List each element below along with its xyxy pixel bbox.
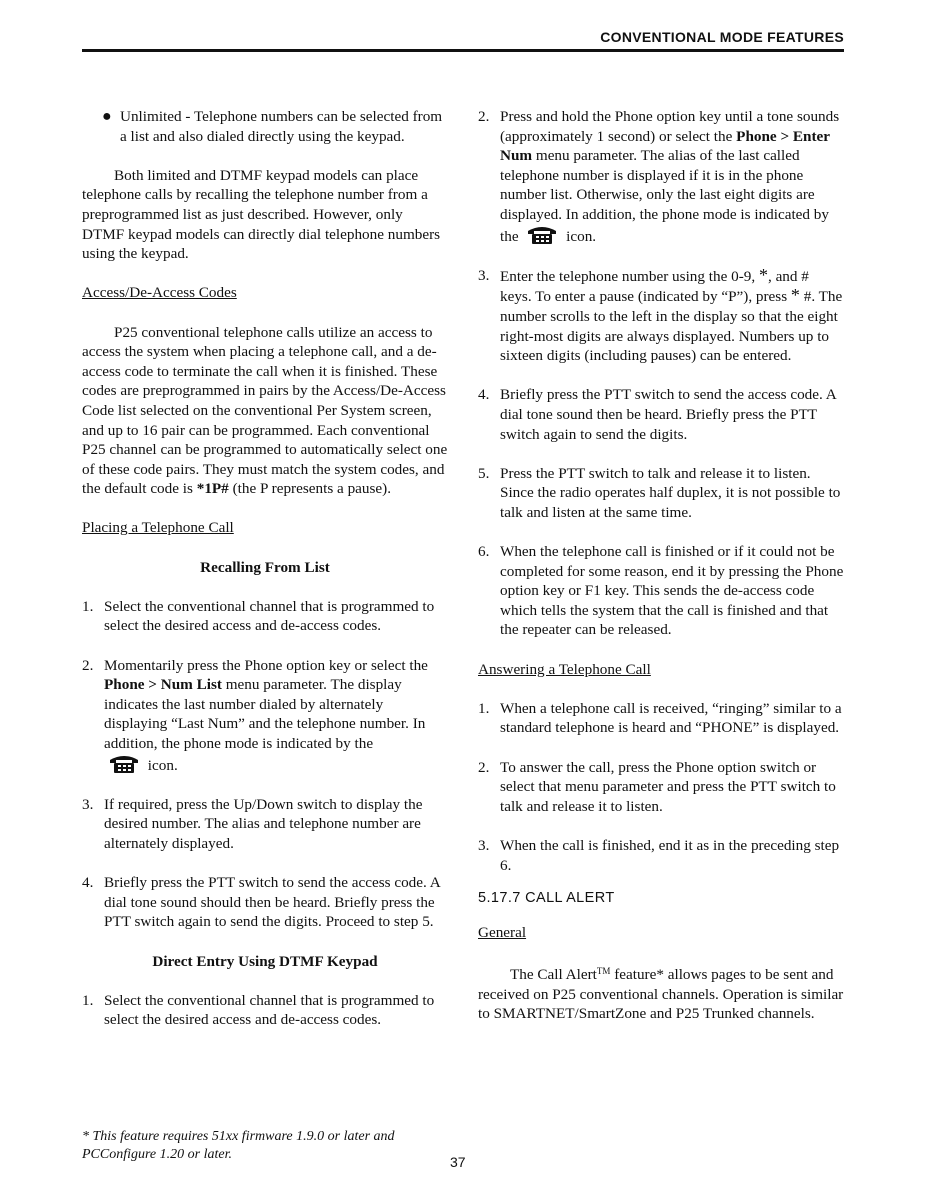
list-item: 2. To answer the call, press the Phone option switch or select that menu parameter and press the PTT switch to talk and release it to listen. [478,758,836,815]
section-heading-call-alert: 5.17.7 CALL ALERT [478,890,615,907]
list-item: 1. Select the conventional channel that is programmed to select the desired access and de-access codes. [82,597,435,635]
list-item: 2. Momentarily press the Phone option key or select the Phone > Num List menu parameter. The display indicates the last number dialed by alternately displaying “Last Num” and the telephone number. In addition, the phone mode is indicated by the icon. [82,656,428,774]
list-item: 1. When a telephone call is received, “ringing” similar to a standard telephone is heard and “PHONE” is displayed. [478,699,842,737]
list-item: 6. When the telephone call is finished or if it could not be completed for some reason, end it by pressing the Phone option key or F1 key. This sends the de-access code which tells the system that the call is finished and that the repeater can be released. [478,543,844,639]
heading-general: General [478,923,527,941]
list-item: 1. Select the conventional channel that is programmed to select the desired access and de-access codes. [82,991,435,1029]
list-item: 2. Press and hold the Phone option key until a tone sounds (approximately 1 second) or select the Phone > Enter Num menu parameter. The alias of the last called telephone number is displayed if it is in the phone number list. Otherwise, only the last eight digits are displayed. In addition, the phone mode is indicated by the icon. [478,108,840,245]
telephone-icon [108,754,140,774]
heading-recalling-list: Recalling From List [200,558,330,576]
paragraph-access-codes: P25 conventional telephone calls utilize an access to access the system when placing a telephone call, and a de-access code to terminate the call when it is finished. These codes are preprogrammed in pairs by the Access/De-Access Code list selected on the conventional Per System screen, and up to 16 pair can be programmed. Each conventional P25 channel can be programmed to automatically select one of these code pairs. They must match the system codes, and the default code is *1P# (the P represents a pause). [82,323,448,498]
list-item: 5. Press the PTT switch to talk and release it to listen. Since the radio operates half duplex, it is not possible to talk and listen at the same time. [478,464,841,521]
list-item: 4. Briefly press the PTT switch to send the access code. A dial tone sound should then be heard. Briefly press the PTT switch again to send the digits. Proceed to step 5. [82,874,440,931]
list-item: 4. Briefly press the PTT switch to send the access code. A dial tone sound then be heard. Briefly press the PTT switch again to send the digits. [478,386,836,443]
star-key: * [758,264,768,285]
footnote: * This feature requires 51xx firmware 1.9.0 or later and PCConfigure 1.20 or later. [82,1129,395,1162]
default-code: *1P# [196,480,229,498]
right-column [478,107,844,1024]
bullet-icon: ● [102,108,112,125]
heading-access-codes: Access/De-Access Codes [82,284,237,302]
left-column [82,107,448,1030]
header-rule [82,49,844,52]
trademark: TM [596,965,611,976]
list-item: 3. Enter the telephone number using the 0-9, *, and # keys. To enter a pause (indicated by “P”), press * #. The number scrolls to the left in the display so that the eight right-most digits are always displayed. Numbers up to sixteen digits (including pauses) can be entered. [478,264,843,365]
list-item: 3. When the call is finished, end it as in the preceding step 6. [478,836,840,874]
heading-direct-entry: Direct Entry Using DTMF Keypad [152,952,378,970]
bullet-text: Unlimited - Telephone numbers can be selected from a list and also dialed directly using the keypad. [120,108,443,145]
list-item: 3. If required, press the Up/Down switch to display the desired number. The alias and telephone number are alternately displayed. [82,795,423,852]
heading-placing-call: Placing a Telephone Call [82,519,234,537]
bullet-item-unlimited [82,107,448,146]
heading-answering-call: Answering a Telephone Call [478,660,651,678]
page-number: 37 [450,1154,466,1170]
star-key: * [790,285,800,306]
telephone-icon [526,225,558,245]
paragraph-limited-dtmf: Both limited and DTMF keypad models can place telephone calls by recalling the telephone number from a preprogrammed list as just described. However, only DTMF keypad models can directly dial telephone numbers using the keypad. [82,166,441,263]
paragraph-call-alert: The Call Alert™ feature* allows pages to be sent and received on P25 conventional channels. Operation is similar to SMARTNET/SmartZone and P25 Trunked channels. [478,965,844,1023]
page-header: CONVENTIONAL MODE FEATURES [600,29,844,45]
